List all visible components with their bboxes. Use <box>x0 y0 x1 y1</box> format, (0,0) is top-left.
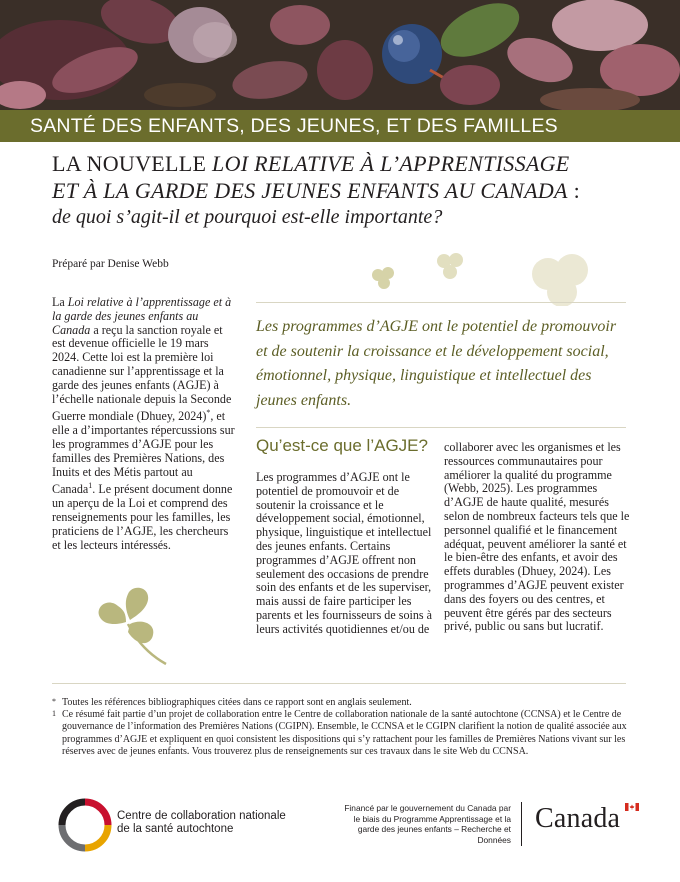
org-name-line: de la santé autochtone <box>117 823 234 835</box>
title-heading <box>52 150 652 204</box>
subtitle: de quoi s’agit-il et pourquoi est-elle importante? <box>52 206 443 228</box>
law-name: Loi relative à l’apprentissage et à la garde des jeunes enfants au Canada <box>52 295 232 337</box>
body-column-2 <box>444 441 630 634</box>
pull-quote-text: Les programmes d’AGJE ont le potentiel de promouvoir et de soutenir la croissance et le développement social, émotionnel, physique, linguistique et intellectuel des jeunes enfants. <box>256 318 617 409</box>
funding-statement: Financé par le gouvernement du Canada par le biais du Programme Apprentissage et la garde des jeunes enfants – Recherche et Données <box>344 803 511 845</box>
canada-flag-icon <box>625 803 639 811</box>
clover-icon <box>92 584 182 670</box>
nccih-logo-icon <box>58 798 112 852</box>
title-line2-italic: ET À LA GARDE DES JEUNES ENFANTS AU CANADA <box>52 178 568 203</box>
footnote-text: Ce résumé fait partie d’un projet de collaboration entre le Centre de collaboration nationale de la santé autochtone (CCNSA) et le Centre de gouvernance de l’information des Premières Nations (CGIPN). Ensemble, le CCNSA et le CGIPN clarifient la notion de qualité associée aux programmes d’AGJE et expliquent en quoi consistent les dispositions qui s’y rattachent pour les familles de Premières Nations vivant sur les réserves avec de jeunes enfants. Vous trouverez plus de renseignements sur ces travaux dans le site Web du CCNSA. <box>62 709 627 757</box>
body-column-1 <box>256 471 436 637</box>
footnote-divider <box>52 683 626 684</box>
footer-divider <box>521 802 522 846</box>
intro-text: , et elle a d’importantes répercussions sur les programmes d’AGJE pour les familles des Premières Nations, des Inuits et des Métis partout au Canada <box>52 409 235 497</box>
intro-text: La <box>52 295 68 309</box>
medium-clover-icon <box>430 248 470 284</box>
category-band: SANTÉ DES ENFANTS, DES JEUNES, ET DES FAMILLES <box>0 110 680 142</box>
title-line1-italic: LOI RELATIVE À L’APPRENTISSAGE <box>212 151 570 176</box>
title-line1-plain: LA NOUVELLE <box>52 151 213 176</box>
org-name-line: Centre de collaboration nationale <box>117 810 286 822</box>
body-text: Les programmes d’AGJE ont le potentiel de promouvoir et de soutenir la croissance et le développement social, émotionnel, physique, linguistique et intellectuel des jeunes enfants. Certains programmes d’AGJE offrent non seulement des occasions de prendre soin des enfants et de les superviser, mais aussi de faire participer les parents et les fournisseurs de soins à leurs activités quotidiennes et/ou de <box>256 470 432 636</box>
footnote-text: Toutes les références bibliographiques citées dans ce rapport sont en anglais seulement. <box>62 697 412 708</box>
title-line2-plain: : <box>567 178 580 203</box>
footnote <box>52 697 630 709</box>
footnote-mark: * <box>52 697 56 706</box>
footnote <box>52 709 630 758</box>
footnote-mark: 1 <box>52 709 56 719</box>
canada-wordmark: Canada <box>535 803 621 834</box>
intro-text: . Le présent document donne un aperçu de la Loi et comprend des renseignements pour les familles, les praticiens de l’AGJE, les chercheurs et les lecteurs intéressés. <box>52 482 233 552</box>
org-name <box>117 810 317 836</box>
footnote-marker: 1 <box>88 481 93 491</box>
byline: Préparé par Denise Webb <box>52 258 169 270</box>
pull-quote <box>256 302 626 428</box>
small-clover-icon <box>366 262 402 294</box>
intro-paragraph <box>52 296 236 552</box>
hero-photo <box>0 0 680 110</box>
footnotes <box>52 697 630 758</box>
body-text: collaborer avec les organismes et les ressources communautaires pour améliorer la qualité du programme (Webb, 2025). Les programmes d’AGJE de haute qualité, mesurés selon de nombreux facteurs tels que le personnel qualifié et le financement adéquat, peuvent améliorer la santé et le bien-être des enfants, et avoir des effets durables (Dhuey, 2024). Les programmes d’AGJE peuvent exister dans des foyers ou des centres, et peuvent être gérés par des secteurs privé, public ou sans but lucratif. <box>444 440 630 634</box>
footnote-marker: * <box>206 408 211 418</box>
section-heading: Qu’est-ce que l’AGJE? <box>256 436 428 455</box>
intro-text: a reçu la sanction royale et est devenue officielle le 19 mars 2024. Cette loi est la première loi canadienne sur l’apprentissage et la garde des jeunes enfants (AGJE) à l’échelle nationale depuis la Seconde Guerre mondiale (Dhuey, 2024) <box>52 322 232 424</box>
document-title <box>52 150 652 230</box>
large-clover-icon <box>520 244 600 306</box>
